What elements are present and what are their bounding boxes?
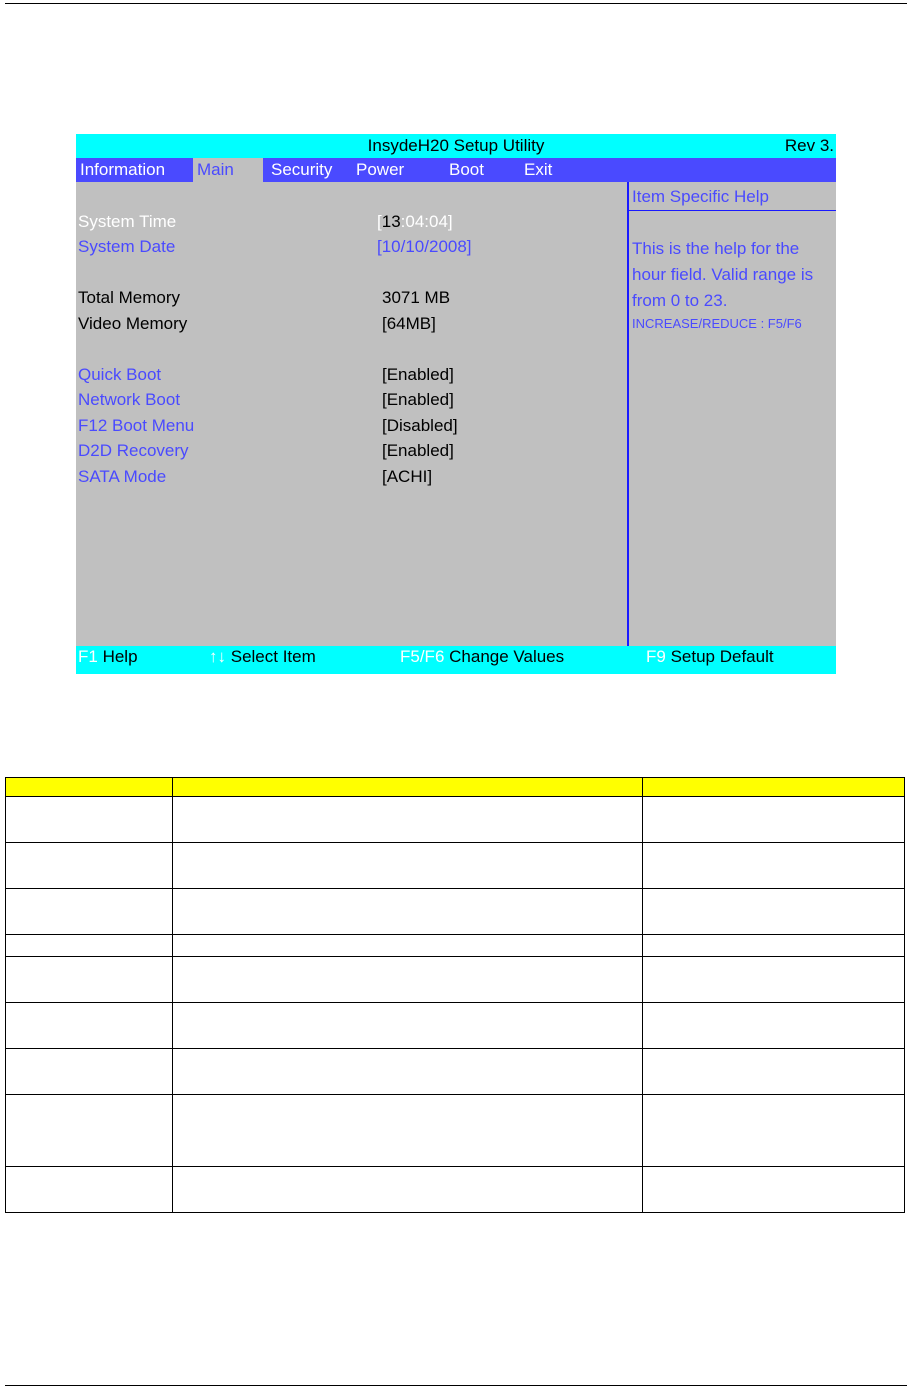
table-cell: [643, 797, 905, 843]
legend-default-action: Setup Default: [670, 647, 774, 666]
table-header-cell: [6, 778, 173, 797]
bios-title: InsydeH20 Setup Utility: [367, 136, 545, 155]
help-divider: [629, 210, 836, 211]
table-cell: [643, 1167, 905, 1213]
quick-boot-value[interactable]: [Enabled]: [382, 365, 454, 384]
bios-setup-window: [76, 134, 836, 674]
table-cell: [6, 1095, 173, 1167]
legend-help: [78, 647, 138, 667]
help-text: This is the help for the hour field. Valid range is from 0 to 23.: [632, 239, 814, 310]
legend-select-action: Select Item: [230, 647, 316, 666]
legend-help-action: Help: [102, 647, 138, 666]
menu-tab-security[interactable]: Security: [271, 160, 333, 179]
table-cell: [173, 889, 643, 935]
menu-tab-information[interactable]: Information: [80, 160, 166, 179]
bios-revision: Rev 3.: [784, 136, 834, 155]
table-header-cell: [643, 778, 905, 797]
system-time-label: System Time: [78, 212, 177, 231]
network-boot-value[interactable]: [Enabled]: [382, 390, 454, 409]
table-row: [6, 1167, 905, 1213]
quick-boot-label: Quick Boot: [78, 365, 162, 384]
table-cell: [643, 843, 905, 889]
table-cell: [6, 889, 173, 935]
system-time-hour[interactable]: 13: [381, 212, 401, 231]
table-cell: [6, 797, 173, 843]
bios-settings-panel: [76, 182, 627, 650]
table-cell: [173, 935, 643, 957]
legend-help-key: F1: [78, 647, 98, 666]
sata-mode-label: SATA Mode: [78, 467, 167, 486]
table-cell: [173, 1167, 643, 1213]
table-cell: [173, 1095, 643, 1167]
menu-tab-exit[interactable]: Exit: [524, 160, 553, 179]
legend-change-values: [400, 647, 564, 667]
system-date-label: System Date: [78, 237, 176, 256]
bios-menu-bar: [76, 158, 836, 182]
table-cell: [643, 889, 905, 935]
network-boot-label: Network Boot: [78, 390, 181, 409]
legend-setup-default: [646, 647, 774, 667]
d2d-recovery-value[interactable]: [Enabled]: [382, 441, 454, 460]
table-cell: [6, 957, 173, 1003]
system-time-value[interactable]: [377, 212, 453, 232]
table-cell: [173, 957, 643, 1003]
menu-tab-main[interactable]: Main: [193, 158, 263, 182]
bios-title-bar: [76, 134, 836, 158]
total-memory-value: 3071 MB: [382, 288, 451, 307]
table-cell: [6, 935, 173, 957]
table-row: [6, 1049, 905, 1095]
help-keys: INCREASE/REDUCE : F5/F6: [632, 316, 802, 331]
help-title: Item Specific Help: [632, 187, 769, 206]
table-header-row: [6, 778, 905, 797]
item-help-panel: [627, 182, 836, 650]
table-cell: [643, 1095, 905, 1167]
table-cell: [643, 1003, 905, 1049]
table-cell: [173, 1049, 643, 1095]
parameter-table: [5, 777, 905, 1213]
table-cell: [173, 1003, 643, 1049]
legend-default-key: F9: [646, 647, 666, 666]
menu-tab-boot[interactable]: Boot: [449, 160, 484, 179]
system-time-rest: :04:04]: [400, 212, 453, 231]
table-cell: [6, 1167, 173, 1213]
bottom-rule: [5, 1385, 907, 1386]
table-row: [6, 889, 905, 935]
legend-select-item: [209, 647, 316, 667]
legend-change-key: F5/F6: [400, 647, 445, 666]
table-row: [6, 957, 905, 1003]
total-memory-label: Total Memory: [78, 288, 181, 307]
bios-key-legend: [76, 646, 836, 674]
top-rule: [5, 3, 907, 4]
video-memory-value: [64MB]: [382, 314, 436, 333]
table-header-cell: [173, 778, 643, 797]
table-cell: [6, 843, 173, 889]
system-time-bracket: [: [377, 212, 382, 231]
f12-boot-menu-value[interactable]: [Disabled]: [382, 416, 458, 435]
table-row: [6, 1095, 905, 1167]
sata-mode-value[interactable]: [ACHI]: [382, 467, 433, 486]
table-cell: [173, 797, 643, 843]
table-row: [6, 935, 905, 957]
f12-boot-menu-label: F12 Boot Menu: [78, 416, 195, 435]
table-row: [6, 843, 905, 889]
table-cell: [643, 957, 905, 1003]
table-row: [6, 797, 905, 843]
table-cell: [643, 935, 905, 957]
menu-tab-power[interactable]: Power: [356, 160, 405, 179]
table-body: [6, 797, 905, 1213]
table-cell: [6, 1049, 173, 1095]
table-cell: [6, 1003, 173, 1049]
table-cell: [173, 843, 643, 889]
table-cell: [643, 1049, 905, 1095]
legend-change-action: Change Values: [449, 647, 565, 666]
d2d-recovery-label: D2D Recovery: [78, 441, 189, 460]
system-date-value[interactable]: [10/10/2008]: [377, 237, 472, 256]
video-memory-label: Video Memory: [78, 314, 188, 333]
table-row: [6, 1003, 905, 1049]
arrows-updown-icon: ↑↓: [209, 647, 226, 666]
